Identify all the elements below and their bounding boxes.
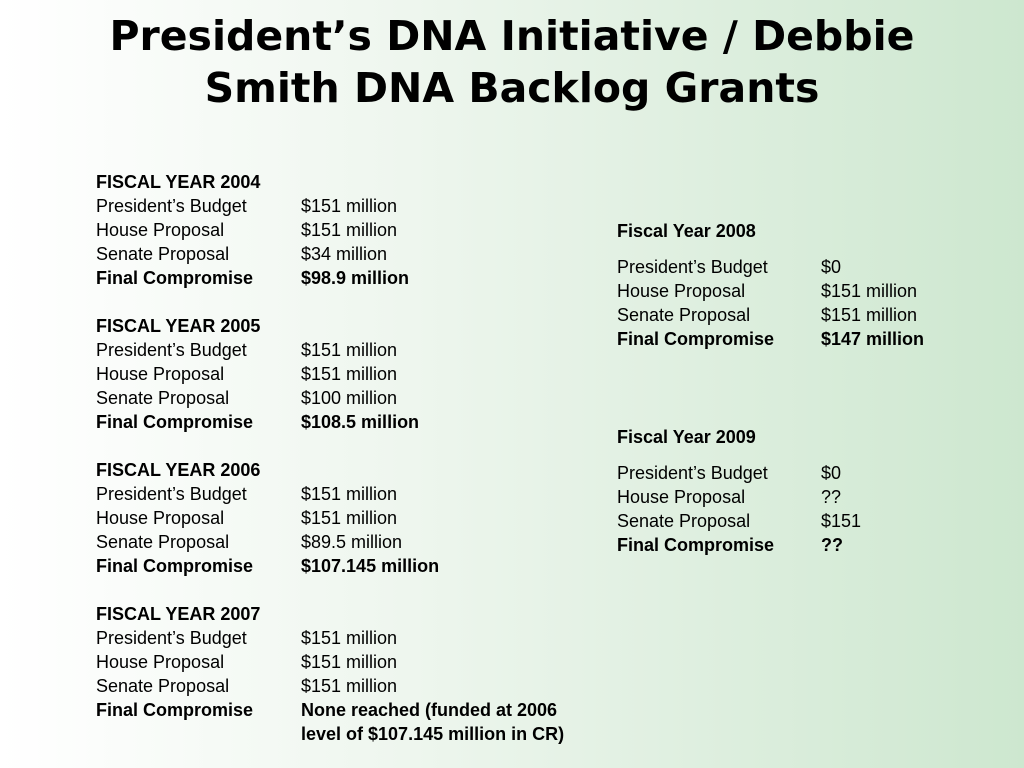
row-label: Senate Proposal: [96, 244, 230, 264]
spacer: [96, 434, 616, 458]
row-value: $151 million: [301, 652, 398, 672]
row-label: House Proposal: [617, 487, 746, 507]
row-label: President’s Budget: [96, 484, 247, 504]
row-value: $151 million: [301, 676, 398, 696]
budget-row: [617, 303, 997, 327]
budget-row: [96, 650, 616, 674]
row-label: Final Compromise: [96, 556, 254, 576]
budget-row: [617, 509, 997, 533]
row-value: $151 million: [301, 508, 398, 528]
row-label: House Proposal: [96, 220, 225, 240]
budget-row: [96, 338, 616, 362]
row-label: Final Compromise: [617, 535, 775, 555]
budget-row: [96, 242, 616, 266]
spacer: [96, 578, 616, 602]
row-value: $151 million: [301, 364, 398, 384]
slide-title: [0, 10, 1024, 114]
final-compromise-row: [617, 327, 997, 351]
budget-row: [617, 461, 997, 485]
row-value: $108.5 million: [301, 412, 420, 432]
budget-row: [96, 506, 616, 530]
budget-row: [96, 626, 616, 650]
row-label: President’s Budget: [617, 463, 768, 483]
row-label: Final Compromise: [96, 412, 254, 432]
row-label: Senate Proposal: [617, 511, 751, 531]
row-label: House Proposal: [617, 281, 746, 301]
row-value: $151 million: [301, 340, 398, 360]
row-label: President’s Budget: [617, 257, 768, 277]
row-label: President’s Budget: [96, 340, 247, 360]
row-label: Final Compromise: [96, 268, 254, 288]
row-value: $0: [821, 463, 842, 483]
row-value: $151 million: [301, 484, 398, 504]
row-value: $107.145 million: [301, 556, 440, 576]
final-compromise-row: [96, 266, 616, 290]
row-label: Senate Proposal: [96, 388, 230, 408]
slide-title-line-1: President’s DNA Initiative / Debbie: [109, 12, 915, 60]
row-value: [301, 698, 616, 746]
row-value: $0: [821, 257, 842, 277]
right-column: [617, 219, 997, 557]
fiscal-year-heading: FISCAL YEAR 2005: [96, 316, 261, 336]
budget-row: [96, 218, 616, 242]
budget-row: [96, 194, 616, 218]
fiscal-year-heading: FISCAL YEAR 2007: [96, 604, 261, 624]
row-value: $100 million: [301, 388, 398, 408]
row-value: $151: [821, 511, 862, 531]
row-label: Senate Proposal: [617, 305, 751, 325]
row-label: House Proposal: [96, 364, 225, 384]
budget-row: [617, 255, 997, 279]
row-value: $98.9 million: [301, 268, 410, 288]
fiscal-year-heading: Fiscal Year 2009: [617, 427, 756, 447]
fiscal-year-heading: FISCAL YEAR 2004: [96, 172, 261, 192]
budget-row: [617, 485, 997, 509]
row-value: ??: [821, 487, 842, 507]
row-value: ??: [821, 535, 843, 555]
row-label: Final Compromise: [617, 329, 775, 349]
budget-row: [96, 674, 616, 698]
row-label: Senate Proposal: [96, 532, 230, 552]
row-value: $34 million: [301, 244, 388, 264]
row-label: President’s Budget: [96, 628, 247, 648]
row-label: House Proposal: [96, 508, 225, 528]
row-value-line-1: None reached (funded at 2006: [301, 700, 558, 720]
left-column: [96, 170, 616, 746]
spacer: [617, 449, 997, 461]
row-label: President’s Budget: [96, 196, 247, 216]
row-value: $151 million: [301, 220, 398, 240]
budget-row: [96, 362, 616, 386]
row-value: $151 million: [301, 628, 398, 648]
spacer: [96, 290, 616, 314]
budget-row: [96, 530, 616, 554]
row-value: $151 million: [821, 305, 918, 325]
slide-title-line-2: Smith DNA Backlog Grants: [204, 64, 820, 112]
row-label: Final Compromise: [96, 700, 254, 720]
row-value: $151 million: [301, 196, 398, 216]
fiscal-year-heading: FISCAL YEAR 2006: [96, 460, 261, 480]
spacer: [617, 243, 997, 255]
final-compromise-row: [96, 410, 616, 434]
fiscal-year-heading: Fiscal Year 2008: [617, 221, 756, 241]
spacer: [617, 351, 997, 425]
final-compromise-row: [617, 533, 997, 557]
final-compromise-row: [96, 698, 616, 746]
row-value: $151 million: [821, 281, 918, 301]
row-label: Senate Proposal: [96, 676, 230, 696]
final-compromise-row: [96, 554, 616, 578]
row-value-line-2: level of $107.145 million in CR): [301, 724, 565, 744]
budget-row: [96, 482, 616, 506]
budget-row: [96, 386, 616, 410]
row-label: House Proposal: [96, 652, 225, 672]
row-value: $89.5 million: [301, 532, 403, 552]
budget-row: [617, 279, 997, 303]
row-value: $147 million: [821, 329, 925, 349]
